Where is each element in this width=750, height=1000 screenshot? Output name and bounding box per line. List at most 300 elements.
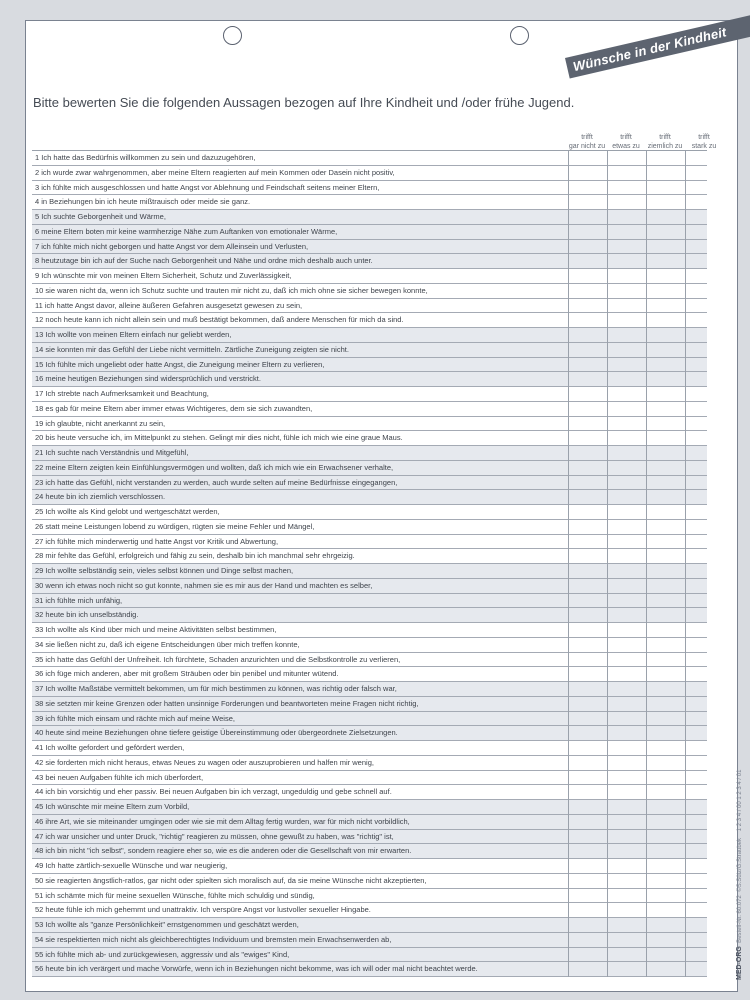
statement-text: 40 heute sind meine Beziehungen ohne tiefere geistige Übereinstimmung oder übergeordnete Zielsetzungen. — [35, 728, 398, 738]
rating-cell[interactable] — [649, 299, 687, 313]
column-divider — [685, 151, 686, 977]
rating-cell[interactable] — [571, 579, 609, 593]
statement-text: 29 Ich wollte selbständig sein, vieles selbst können und Dinge selbst machen, — [35, 566, 294, 575]
rating-cell[interactable] — [649, 520, 687, 534]
rating-cell[interactable] — [649, 328, 687, 342]
rating-cell[interactable] — [688, 505, 726, 519]
rating-cell[interactable] — [610, 918, 648, 932]
rating-cell[interactable] — [610, 254, 648, 268]
table-row — [32, 903, 707, 918]
table-row — [32, 933, 707, 948]
statement-text: 8 heutzutage bin ich auf der Suche nach Geborgenheit und Nähe und ordne mich deshalb auch unter. — [35, 256, 373, 266]
rating-cell[interactable] — [649, 933, 687, 947]
rating-cell[interactable] — [688, 579, 726, 593]
table-row — [32, 918, 707, 933]
rating-cell[interactable] — [688, 225, 726, 239]
rating-cell[interactable] — [571, 284, 609, 298]
rating-cell[interactable] — [610, 594, 648, 608]
rating-cell[interactable] — [649, 431, 687, 445]
column-header-ziemlich: trifft ziemlich zu — [647, 134, 683, 150]
rating-cell[interactable] — [649, 948, 687, 962]
statement-text: 9 Ich wünschte mir von meinen Eltern Sicherheit, Schutz und Zuverlässigkeit, — [35, 271, 292, 280]
rating-cell[interactable] — [649, 638, 687, 652]
rating-cell[interactable] — [688, 697, 726, 711]
rating-cell[interactable] — [571, 387, 609, 401]
rating-cell[interactable] — [649, 756, 687, 770]
rating-cell[interactable] — [610, 726, 648, 740]
rating-cell[interactable] — [571, 564, 609, 578]
rating-cell[interactable] — [688, 771, 726, 785]
rating-cell[interactable] — [649, 387, 687, 401]
rating-cell[interactable] — [688, 638, 726, 652]
rating-cell[interactable] — [649, 564, 687, 578]
statement-text: 41 Ich wollte gefordert und gefördert werden, — [35, 743, 185, 752]
rating-cell[interactable] — [649, 549, 687, 563]
statements-table — [32, 151, 707, 977]
rating-cell[interactable] — [571, 181, 609, 195]
statement-text: 7 ich fühlte mich nicht geborgen und hatte Angst vor dem Alleinsein und Verlusten, — [35, 241, 309, 251]
rating-cell[interactable] — [688, 623, 726, 637]
rating-cell[interactable] — [688, 254, 726, 268]
column-divider — [646, 151, 647, 977]
rating-cell[interactable] — [649, 358, 687, 372]
rating-cell[interactable] — [571, 962, 609, 976]
rating-cell[interactable] — [571, 682, 609, 696]
table-row — [32, 667, 707, 682]
table-row — [32, 431, 707, 446]
table-row — [32, 240, 707, 255]
rating-cell[interactable] — [571, 874, 609, 888]
rating-cell[interactable] — [610, 903, 648, 917]
rating-cell[interactable] — [610, 771, 648, 785]
rating-cell[interactable] — [649, 240, 687, 254]
rating-cell[interactable] — [649, 402, 687, 416]
rating-cell[interactable] — [571, 402, 609, 416]
table-row — [32, 520, 707, 535]
rating-cell[interactable] — [610, 667, 648, 681]
rating-cell[interactable] — [610, 284, 648, 298]
table-row — [32, 402, 707, 417]
rating-cell[interactable] — [610, 313, 648, 327]
rating-cell[interactable] — [610, 505, 648, 519]
rating-cell[interactable] — [571, 535, 609, 549]
rating-cell[interactable] — [649, 446, 687, 460]
rating-cell[interactable] — [649, 785, 687, 799]
rating-cell[interactable] — [649, 151, 687, 165]
rating-cell[interactable] — [688, 417, 726, 431]
rating-cell[interactable] — [571, 859, 609, 873]
rating-cell[interactable] — [610, 741, 648, 755]
rating-cell[interactable] — [571, 461, 609, 475]
rating-cell[interactable] — [610, 299, 648, 313]
rating-cell[interactable] — [688, 446, 726, 460]
rating-cell[interactable] — [571, 358, 609, 372]
table-row — [32, 844, 707, 859]
rating-cell[interactable] — [610, 535, 648, 549]
table-row — [32, 756, 707, 771]
rating-cell[interactable] — [610, 549, 648, 563]
rating-cell[interactable] — [610, 343, 648, 357]
rating-cell[interactable] — [571, 254, 609, 268]
rating-cell[interactable] — [571, 225, 609, 239]
statement-text: 55 ich fühlte mich ab- und zurückgewiesen, aggressiv und als "ewiges" Kind, — [35, 949, 290, 959]
statement-text: 1 Ich hatte das Bedürfnis willkommen zu sein und dazuzugehören, — [35, 153, 256, 162]
rating-cell[interactable] — [610, 372, 648, 386]
rating-cell[interactable] — [688, 903, 726, 917]
rating-cell[interactable] — [610, 933, 648, 947]
rating-cell[interactable] — [610, 623, 648, 637]
rating-cell[interactable] — [649, 962, 687, 976]
rating-cell[interactable] — [610, 476, 648, 490]
rating-cell[interactable] — [649, 712, 687, 726]
rating-cell[interactable] — [610, 328, 648, 342]
statement-text: 47 ich war unsicher und unter Druck, "richtig" reagieren zu müssen, ohne gewußt zu haben, was "richtig" ist, — [35, 831, 394, 841]
rating-cell[interactable] — [649, 535, 687, 549]
rating-cell[interactable] — [571, 372, 609, 386]
rating-cell[interactable] — [688, 166, 726, 180]
rating-cell[interactable] — [610, 490, 648, 504]
rating-cell[interactable] — [688, 284, 726, 298]
footer-imprint: MED-ORG Bestell-Nr. 60.072 ©S.Sülz/G.Straubek 1 2 3 4 / 00 1 2 3 4 / 01 — [736, 769, 743, 980]
table-row — [32, 549, 707, 564]
rating-cell[interactable] — [610, 815, 648, 829]
rating-cell[interactable] — [571, 815, 609, 829]
section-banner: Wünsche in der Kindheit — [565, 13, 750, 78]
rating-cell[interactable] — [649, 195, 687, 209]
table-row — [32, 962, 707, 977]
statement-text: 10 sie waren nicht da, wenn ich Schutz suchte und trauten mir nicht zu, daß ich mich ohne sie sicher bewegen konnte, — [35, 285, 428, 295]
rating-cell[interactable] — [649, 210, 687, 224]
rating-cell[interactable] — [649, 372, 687, 386]
rating-cell[interactable] — [610, 402, 648, 416]
rating-cell[interactable] — [571, 520, 609, 534]
statement-text: 21 Ich suchte nach Verständnis und Mitgefühl, — [35, 448, 189, 457]
rating-cell[interactable] — [610, 431, 648, 445]
rating-cell[interactable] — [688, 343, 726, 357]
rating-cell[interactable] — [649, 284, 687, 298]
rating-cell[interactable] — [571, 476, 609, 490]
rating-cell[interactable] — [571, 343, 609, 357]
statement-text: 43 bei neuen Aufgaben fühlte ich mich überfordert, — [35, 772, 204, 782]
rating-cell[interactable] — [610, 240, 648, 254]
rating-cell[interactable] — [649, 608, 687, 622]
rating-cell[interactable] — [610, 682, 648, 696]
table-row — [32, 830, 707, 845]
rating-cell[interactable] — [649, 225, 687, 239]
rating-cell[interactable] — [571, 712, 609, 726]
table-row — [32, 313, 707, 328]
rating-cell[interactable] — [649, 667, 687, 681]
rating-cell[interactable] — [688, 535, 726, 549]
statement-text: 51 ich schämte mich für meine sexuellen Wünsche, fühlte mich schuldig und sündig, — [35, 890, 315, 900]
rating-cell[interactable] — [649, 874, 687, 888]
table-row — [32, 195, 707, 210]
statement-text: 24 heute bin ich ziemlich verschlossen. — [35, 492, 166, 502]
rating-cell[interactable] — [571, 889, 609, 903]
rating-cell[interactable] — [610, 830, 648, 844]
rating-cell[interactable] — [688, 358, 726, 372]
rating-cell[interactable] — [610, 859, 648, 873]
rating-cell[interactable] — [610, 564, 648, 578]
rating-cell[interactable] — [571, 195, 609, 209]
rating-cell[interactable] — [571, 830, 609, 844]
rating-cell[interactable] — [688, 918, 726, 932]
rating-cell[interactable] — [688, 712, 726, 726]
rating-cell[interactable] — [649, 653, 687, 667]
rating-cell[interactable] — [688, 520, 726, 534]
rating-cell[interactable] — [610, 195, 648, 209]
rating-cell[interactable] — [571, 490, 609, 504]
rating-cell[interactable] — [688, 240, 726, 254]
rating-cell[interactable] — [688, 490, 726, 504]
rating-cell[interactable] — [571, 785, 609, 799]
rating-cell[interactable] — [688, 815, 726, 829]
statement-text: 19 ich glaubte, nicht anerkannt zu sein, — [35, 418, 166, 428]
rating-cell[interactable] — [649, 800, 687, 814]
rating-cell[interactable] — [610, 712, 648, 726]
rating-cell[interactable] — [571, 166, 609, 180]
rating-cell[interactable] — [610, 785, 648, 799]
rating-cell[interactable] — [649, 313, 687, 327]
statement-text: 22 meine Eltern zeigten kein Einfühlungsvermögen und wollten, daß ich mich wie ein Erwachsener verhalte, — [35, 462, 394, 472]
rating-cell[interactable] — [571, 653, 609, 667]
rating-cell[interactable] — [610, 948, 648, 962]
statement-text: 6 meine Eltern boten mir keine warmherzige Nähe zum Auftanken von emotionaler Wärme, — [35, 226, 338, 236]
rating-cell[interactable] — [610, 417, 648, 431]
rating-cell[interactable] — [688, 859, 726, 873]
rating-cell[interactable] — [571, 918, 609, 932]
statement-text: 4 in Beziehungen bin ich heute mißtrauisch oder meide sie ganz. — [35, 197, 251, 207]
rating-cell[interactable] — [649, 682, 687, 696]
rating-cell[interactable] — [649, 830, 687, 844]
rating-cell[interactable] — [688, 726, 726, 740]
rating-cell[interactable] — [571, 667, 609, 681]
rating-cell[interactable] — [571, 948, 609, 962]
column-header-stark: trifft stark zu — [691, 134, 717, 150]
rating-cell[interactable] — [649, 741, 687, 755]
rating-cell[interactable] — [688, 785, 726, 799]
rating-cell[interactable] — [571, 933, 609, 947]
table-row — [32, 638, 707, 653]
rating-cell[interactable] — [688, 653, 726, 667]
rating-cell[interactable] — [610, 579, 648, 593]
statement-text: 20 bis heute versuche ich, im Mittelpunkt zu stehen. Gelingt mir dies nicht, fühle ich mich wie eine graue Maus. — [35, 433, 403, 443]
punch-hole-right — [510, 26, 529, 45]
statement-text: 16 meine heutigen Beziehungen sind widersprüchlich und verstrickt. — [35, 374, 261, 384]
rating-cell[interactable] — [649, 490, 687, 504]
table-row — [32, 712, 707, 727]
rating-cell[interactable] — [649, 889, 687, 903]
table-row — [32, 623, 707, 638]
column-divider — [568, 151, 569, 977]
rating-cell[interactable] — [571, 741, 609, 755]
rating-cell[interactable] — [688, 461, 726, 475]
rating-cell[interactable] — [688, 830, 726, 844]
table-row — [32, 564, 707, 579]
rating-cell[interactable] — [649, 859, 687, 873]
table-row — [32, 889, 707, 904]
statement-text: 56 heute bin ich verärgert und mache Vorwürfe, wenn ich in Beziehungen nicht bekomme, was ich will oder mal nicht beachtet werde. — [35, 964, 478, 974]
table-row — [32, 387, 707, 402]
rating-cell[interactable] — [688, 269, 726, 283]
rating-cell[interactable] — [688, 299, 726, 313]
rating-cell[interactable] — [688, 948, 726, 962]
rating-cell[interactable] — [688, 181, 726, 195]
rating-cell[interactable] — [610, 151, 648, 165]
rating-cell[interactable] — [610, 962, 648, 976]
rating-cell[interactable] — [649, 697, 687, 711]
rating-cell[interactable] — [571, 299, 609, 313]
rating-cell[interactable] — [649, 343, 687, 357]
rating-cell[interactable] — [688, 756, 726, 770]
table-row — [32, 859, 707, 874]
table-row — [32, 181, 707, 196]
rating-cell[interactable] — [610, 166, 648, 180]
rating-cell[interactable] — [649, 771, 687, 785]
rating-cell[interactable] — [649, 166, 687, 180]
rating-cell[interactable] — [610, 638, 648, 652]
statement-text: 53 Ich wollte als "ganze Persönlichkeit" ernstgenommen und geschätzt werden, — [35, 920, 299, 929]
statement-text: 26 statt meine Leistungen lobend zu würdigen, rügten sie meine Fehler und Mängel, — [35, 521, 315, 531]
rating-cell[interactable] — [688, 962, 726, 976]
rating-cell[interactable] — [571, 446, 609, 460]
statement-text: 5 Ich suchte Geborgenheit und Wärme, — [35, 212, 166, 221]
rating-cell[interactable] — [688, 682, 726, 696]
rating-cell[interactable] — [688, 741, 726, 755]
rating-cell[interactable] — [571, 549, 609, 563]
rating-cell[interactable] — [571, 505, 609, 519]
rating-cell[interactable] — [649, 918, 687, 932]
rating-cell[interactable] — [610, 844, 648, 858]
rating-cell[interactable] — [571, 608, 609, 622]
rating-cell[interactable] — [610, 446, 648, 460]
rating-cell[interactable] — [571, 697, 609, 711]
rating-cell[interactable] — [649, 505, 687, 519]
rating-cell[interactable] — [688, 800, 726, 814]
rating-cell[interactable] — [610, 756, 648, 770]
rating-cell[interactable] — [610, 889, 648, 903]
rating-cell[interactable] — [688, 844, 726, 858]
rating-cell[interactable] — [649, 844, 687, 858]
statement-text: 38 sie setzten mir keine Grenzen oder hatten unsinnige Forderungen und beantworteten meine Fragen nicht richtig, — [35, 698, 419, 708]
rating-cell[interactable] — [649, 254, 687, 268]
rating-cell[interactable] — [688, 431, 726, 445]
rating-cell[interactable] — [571, 210, 609, 224]
rating-cell[interactable] — [688, 594, 726, 608]
statement-text: 15 Ich fühlte mich ungeliebt oder hatte Angst, die Zuneigung meiner Eltern zu verlieren, — [35, 359, 325, 369]
table-row — [32, 461, 707, 476]
rating-cell[interactable] — [610, 461, 648, 475]
rating-cell[interactable] — [571, 623, 609, 637]
rating-cell[interactable] — [649, 417, 687, 431]
rating-cell[interactable] — [649, 269, 687, 283]
table-row — [32, 269, 707, 284]
rating-cell[interactable] — [571, 240, 609, 254]
rating-cell[interactable] — [571, 313, 609, 327]
rating-cell[interactable] — [688, 372, 726, 386]
rating-cell[interactable] — [571, 638, 609, 652]
rating-cell[interactable] — [649, 815, 687, 829]
rating-cell[interactable] — [688, 933, 726, 947]
rating-cell[interactable] — [649, 579, 687, 593]
rating-cell[interactable] — [610, 608, 648, 622]
rating-cell[interactable] — [571, 431, 609, 445]
rating-cell[interactable] — [649, 461, 687, 475]
rating-cell[interactable] — [688, 874, 726, 888]
rating-cell[interactable] — [610, 225, 648, 239]
statement-text: 39 ich fühlte mich einsam und rächte mich auf meine Weise, — [35, 713, 235, 723]
rating-cell[interactable] — [688, 608, 726, 622]
statement-text: 30 wenn ich etwas noch nicht so gut konnte, nahmen sie es mir aus der Hand und machten es selber, — [35, 580, 373, 590]
rating-cell[interactable] — [688, 313, 726, 327]
rating-cell[interactable] — [649, 903, 687, 917]
rating-cell[interactable] — [571, 903, 609, 917]
rating-cell[interactable] — [688, 402, 726, 416]
table-row — [32, 771, 707, 786]
table-row — [32, 874, 707, 889]
table-row — [32, 608, 707, 623]
rating-cell[interactable] — [610, 697, 648, 711]
rating-cell[interactable] — [688, 667, 726, 681]
rating-cell[interactable] — [688, 476, 726, 490]
statement-text: 12 noch heute kann ich nicht allein sein und muß bestätigt bekommen, daß andere Menschen für mich da sind. — [35, 315, 404, 325]
rating-cell[interactable] — [571, 771, 609, 785]
table-row — [32, 343, 707, 358]
rating-cell[interactable] — [571, 726, 609, 740]
column-header-gar-nicht: trifft gar nicht zu — [568, 134, 606, 150]
rating-cell[interactable] — [649, 594, 687, 608]
table-row — [32, 535, 707, 550]
table-row — [32, 682, 707, 697]
rating-cell[interactable] — [688, 387, 726, 401]
rating-cell[interactable] — [610, 653, 648, 667]
rating-cell[interactable] — [571, 328, 609, 342]
rating-cell[interactable] — [688, 151, 726, 165]
rating-cell[interactable] — [649, 181, 687, 195]
rating-cell[interactable] — [688, 889, 726, 903]
rating-cell[interactable] — [610, 800, 648, 814]
rating-cell[interactable] — [571, 151, 609, 165]
rating-cell[interactable] — [571, 269, 609, 283]
rating-cell[interactable] — [688, 328, 726, 342]
rating-cell[interactable] — [610, 387, 648, 401]
rating-cell[interactable] — [688, 564, 726, 578]
rating-cell[interactable] — [649, 623, 687, 637]
rating-cell[interactable] — [571, 800, 609, 814]
rating-cell[interactable] — [610, 269, 648, 283]
table-row — [32, 284, 707, 299]
rating-cell[interactable] — [610, 874, 648, 888]
rating-cell[interactable] — [610, 520, 648, 534]
rating-cell[interactable] — [571, 756, 609, 770]
statement-text: 50 sie reagierten ängstlich-ratlos, gar nicht oder spielten sich moralisch auf, da sie meine Wünsche nicht akzeptierten, — [35, 875, 427, 885]
statement-text: 49 Ich hatte zärtlich-sexuelle Wünsche und war neugierig, — [35, 861, 228, 870]
rating-cell[interactable] — [571, 844, 609, 858]
rating-cell[interactable] — [571, 417, 609, 431]
rating-cell[interactable] — [649, 476, 687, 490]
rating-cell[interactable] — [571, 594, 609, 608]
table-row — [32, 948, 707, 963]
rating-cell[interactable] — [649, 726, 687, 740]
table-row — [32, 476, 707, 491]
rating-cell[interactable] — [688, 210, 726, 224]
table-row — [32, 726, 707, 741]
rating-cell[interactable] — [610, 358, 648, 372]
rating-cell[interactable] — [688, 549, 726, 563]
rating-cell[interactable] — [610, 210, 648, 224]
rating-cell[interactable] — [688, 195, 726, 209]
rating-cell[interactable] — [610, 181, 648, 195]
